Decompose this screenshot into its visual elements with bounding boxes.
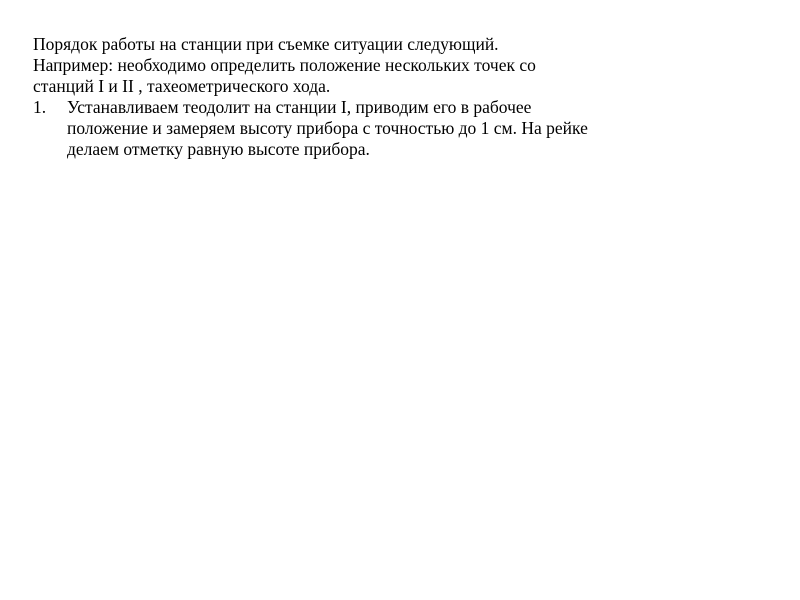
document-text (33, 34, 773, 160)
intro-line-3: станций I и II , тахеометрического хода. (33, 76, 331, 96)
list-item (33, 97, 773, 160)
step-text: Устанавливаем теодолит на станции I, приводим его в рабочее положение и замеряем высоту прибора с точностью до 1 см. На рейке делаем отметку равную высоте прибора. (67, 97, 588, 159)
intro-line-1: Порядок работы на станции при съемке ситуации следующий. (33, 34, 499, 54)
step-number: 1. (33, 97, 47, 117)
intro-line-2: Например: необходимо определить положение нескольких точек со (33, 55, 536, 75)
steps-list (33, 97, 773, 160)
